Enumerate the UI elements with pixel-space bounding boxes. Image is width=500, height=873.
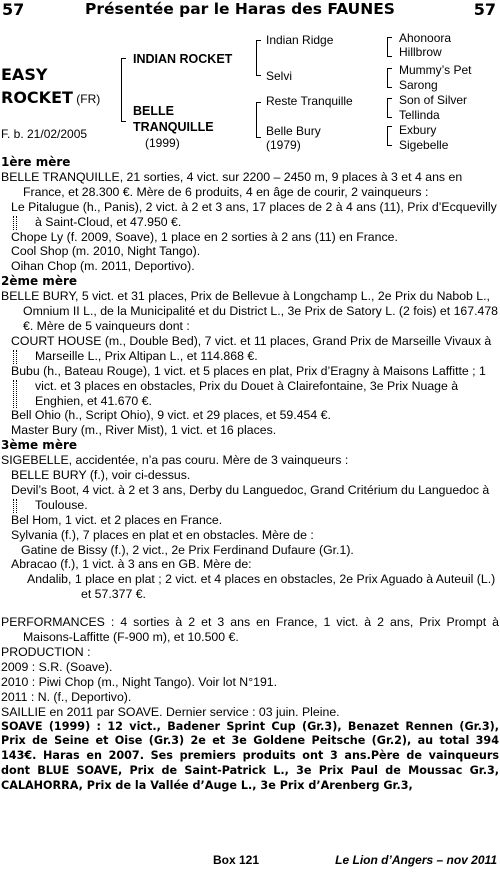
production-2011: 2011 : N. (f., Deportivo). — [1, 689, 132, 704]
third-dam-grandchild-1: Gatine de Bissy (f.), 2 vict., 2e Prix Ferdinand Dufaure (Gr.1). — [21, 542, 354, 557]
gg-2: Hillbrow — [399, 45, 442, 59]
horse-name-line1: EASY — [1, 65, 48, 84]
horse-name-line2-group — [1, 88, 101, 107]
page-header — [0, 0, 500, 20]
third-dam-child-1: BELLE BURY (f.), voir ci-dessus. — [11, 468, 191, 483]
sire-name: INDIAN ROCKET — [133, 52, 233, 66]
lot-number-right: 57 — [473, 0, 496, 19]
first-dam-heading: 1ère mère — [1, 155, 71, 169]
spacer — [1, 602, 499, 615]
third-dam-child-5: Abracao (f.), 1 vict. à 3 ans en GB. Mère de: — [11, 557, 252, 572]
production-heading: PRODUCTION : — [1, 645, 91, 659]
pedigree-table — [0, 28, 500, 158]
dam-dam: Belle Bury — [266, 124, 321, 138]
gg-6: Tellinda — [399, 108, 440, 122]
dam-sire: Reste Tranquille — [266, 94, 353, 108]
gg-8: Sigebelle — [399, 138, 449, 152]
page-title: Présentée par le Haras des FAUNES — [85, 0, 395, 18]
gg-3: Mummy’s Pet — [399, 63, 472, 77]
gg-1: Ahonoora — [399, 31, 452, 45]
bracket-dam-parents — [256, 102, 261, 138]
stallion-soave-note: SOAVE (1999) : 12 vict., Badener Sprint Cup (Gr.3), Benazet Rennen (Gr.3), Prix de Seine et Oise (Gr.3) 2e et 3e Goldene Peitsche (Gr.2), au total 394 143€. Haras en 2007. Ses premiers produits ont 3 ans.Père de vainqueurs dont BLUE SOAVE, Prix de Saint-Patrick L., 3e Prix Paul de Moussac Gr.3, CALAHORRA, Prix de la Vallée d’Auge L., 3e Prix d’Arenberg Gr.3, — [1, 719, 499, 793]
first-dam-child-3: Cool Shop (m. 2010, Night Tango). — [11, 244, 201, 259]
bracket-g4 — [387, 126, 392, 146]
saillie-line: SAILLIE en 2011 par SOAVE. Dernier service : 03 juin. Pleine. — [1, 704, 340, 719]
sire-sire: Indian Ridge — [266, 33, 334, 47]
third-dam-child-3: Bel Hom, 1 vict. et 2 places en France. — [11, 512, 223, 527]
second-dam-heading: 2ème mère — [1, 274, 78, 289]
first-dam-intro: BELLE TRANQUILLE, 21 sorties, 4 vict. sur 2200 – 2450 m, 9 places à 3 et 4 ans en France, et 28.300 €. Mère de 6 produits, 4 en âge de courir, 2 vainqueurs : — [1, 169, 463, 199]
second-dam-intro: BELLE BURY, 5 vict. et 31 places, Prix de Bellevue à Longchamp L., 2e Prix du Nabob L., Omnium II L., de la Municipalité et du District L., 3e Prix de Satory L. (2 fois) et 167.478 €. Mère de 5 vainqueurs dont : — [1, 289, 499, 333]
first-dam-child-2: Chope Ly (f. 2009, Soave), 1 place en 2 sorties à 2 ans (11) en France. — [11, 229, 398, 244]
gg-7: Exbury — [399, 123, 437, 137]
horse-origin: (FR) — [76, 92, 101, 106]
production-2009: 2009 : S.R. (Soave). — [1, 659, 113, 674]
bracket-g1 — [387, 37, 392, 57]
second-dam-child-1: COURT HOUSE (m., Double Bed), 7 vict. et 11 places, Grand Prix de Marseille Vivaux à Marseille L., Prix Altipan L., et 114.868 €. — [11, 333, 492, 363]
second-dam-child-3: Bell Ohio (h., Script Ohio), 9 vict. et 29 places, et 59.454 €. — [11, 408, 331, 423]
gg-4: Sarong — [399, 78, 438, 92]
dam-year: (1999) — [145, 136, 180, 150]
horse-name-line2: ROCKET — [1, 88, 73, 107]
catalogue-body — [1, 155, 499, 794]
dam-name-line1: BELLE — [133, 104, 174, 118]
lot-number-left: 57 — [2, 0, 25, 19]
third-dam-child-2: Devil’s Boot, 4 vict. à 2 et 3 ans, Derby du Languedoc, Grand Critérium du Languedoc à Toulouse. — [11, 482, 490, 512]
bracket-parents — [121, 58, 126, 122]
box-number: Box 121 — [213, 853, 260, 867]
dam-dam-year: (1979) — [266, 138, 301, 152]
third-dam-child-4: Sylvania (f.), 7 places en plat et en obstacles. Mère de : — [11, 527, 314, 542]
gg-5: Son of Silver — [399, 93, 468, 107]
production-2010: 2010 : Piwi Chop (m., Night Tango). Voir lot N°191. — [1, 674, 278, 689]
dam-name-line2: TRANQUILLE — [133, 120, 214, 134]
third-dam-intro: SIGEBELLE, accidentée, n’a pas couru. Mère de 3 vainqueurs : — [1, 453, 349, 468]
bracket-g3 — [387, 98, 392, 118]
third-dam-heading: 3ème mère — [1, 438, 78, 453]
second-dam-child-4: Master Bury (m., River Mist), 1 vict. et 16 places. — [11, 423, 277, 438]
sire-dam: Selvi — [266, 69, 293, 83]
third-dam-grandchild-2: Andalib, 1 place en plat ; 2 vict. et 4 places en obstacles, 2e Prix Aguado à Auteuil (L.) et 57.377 €. — [27, 572, 496, 602]
first-dam-child-1: Le Pitalugue (h., Panis), 2 vict. à 2 et 3 ans, 17 places de 2 à 4 ans (11), Prix d’Ecquevilly à Saint-Cloud, et 47.950 €. — [11, 199, 497, 229]
second-dam-child-2: Bubu (h., Bateau Rouge), 1 vict. et 5 places en plat, Prix d’Eragny à Maisons Laffitte ; 1 vict. et 3 places en obstacles, Prix du Douet à Clairefontaine, 3e Prix Nuage à Enghien, et 41.670 €. — [11, 363, 486, 408]
bracket-sire-parents — [256, 40, 261, 76]
performances: PERFORMANCES : 4 sorties à 2 et 3 ans en France, 1 vict. à 2 ans, Prix Prompt à Maisons-Laffitte (F-900 m), et 10.500 €. — [1, 615, 499, 645]
bracket-g2 — [387, 68, 392, 88]
sale-location: Le Lion d’Angers – nov 2011 — [335, 853, 497, 867]
horse-birth: F. b. 21/02/2005 — [1, 127, 88, 141]
first-dam-child-4: Oihan Chop (m. 2011, Deportivo). — [11, 259, 195, 274]
